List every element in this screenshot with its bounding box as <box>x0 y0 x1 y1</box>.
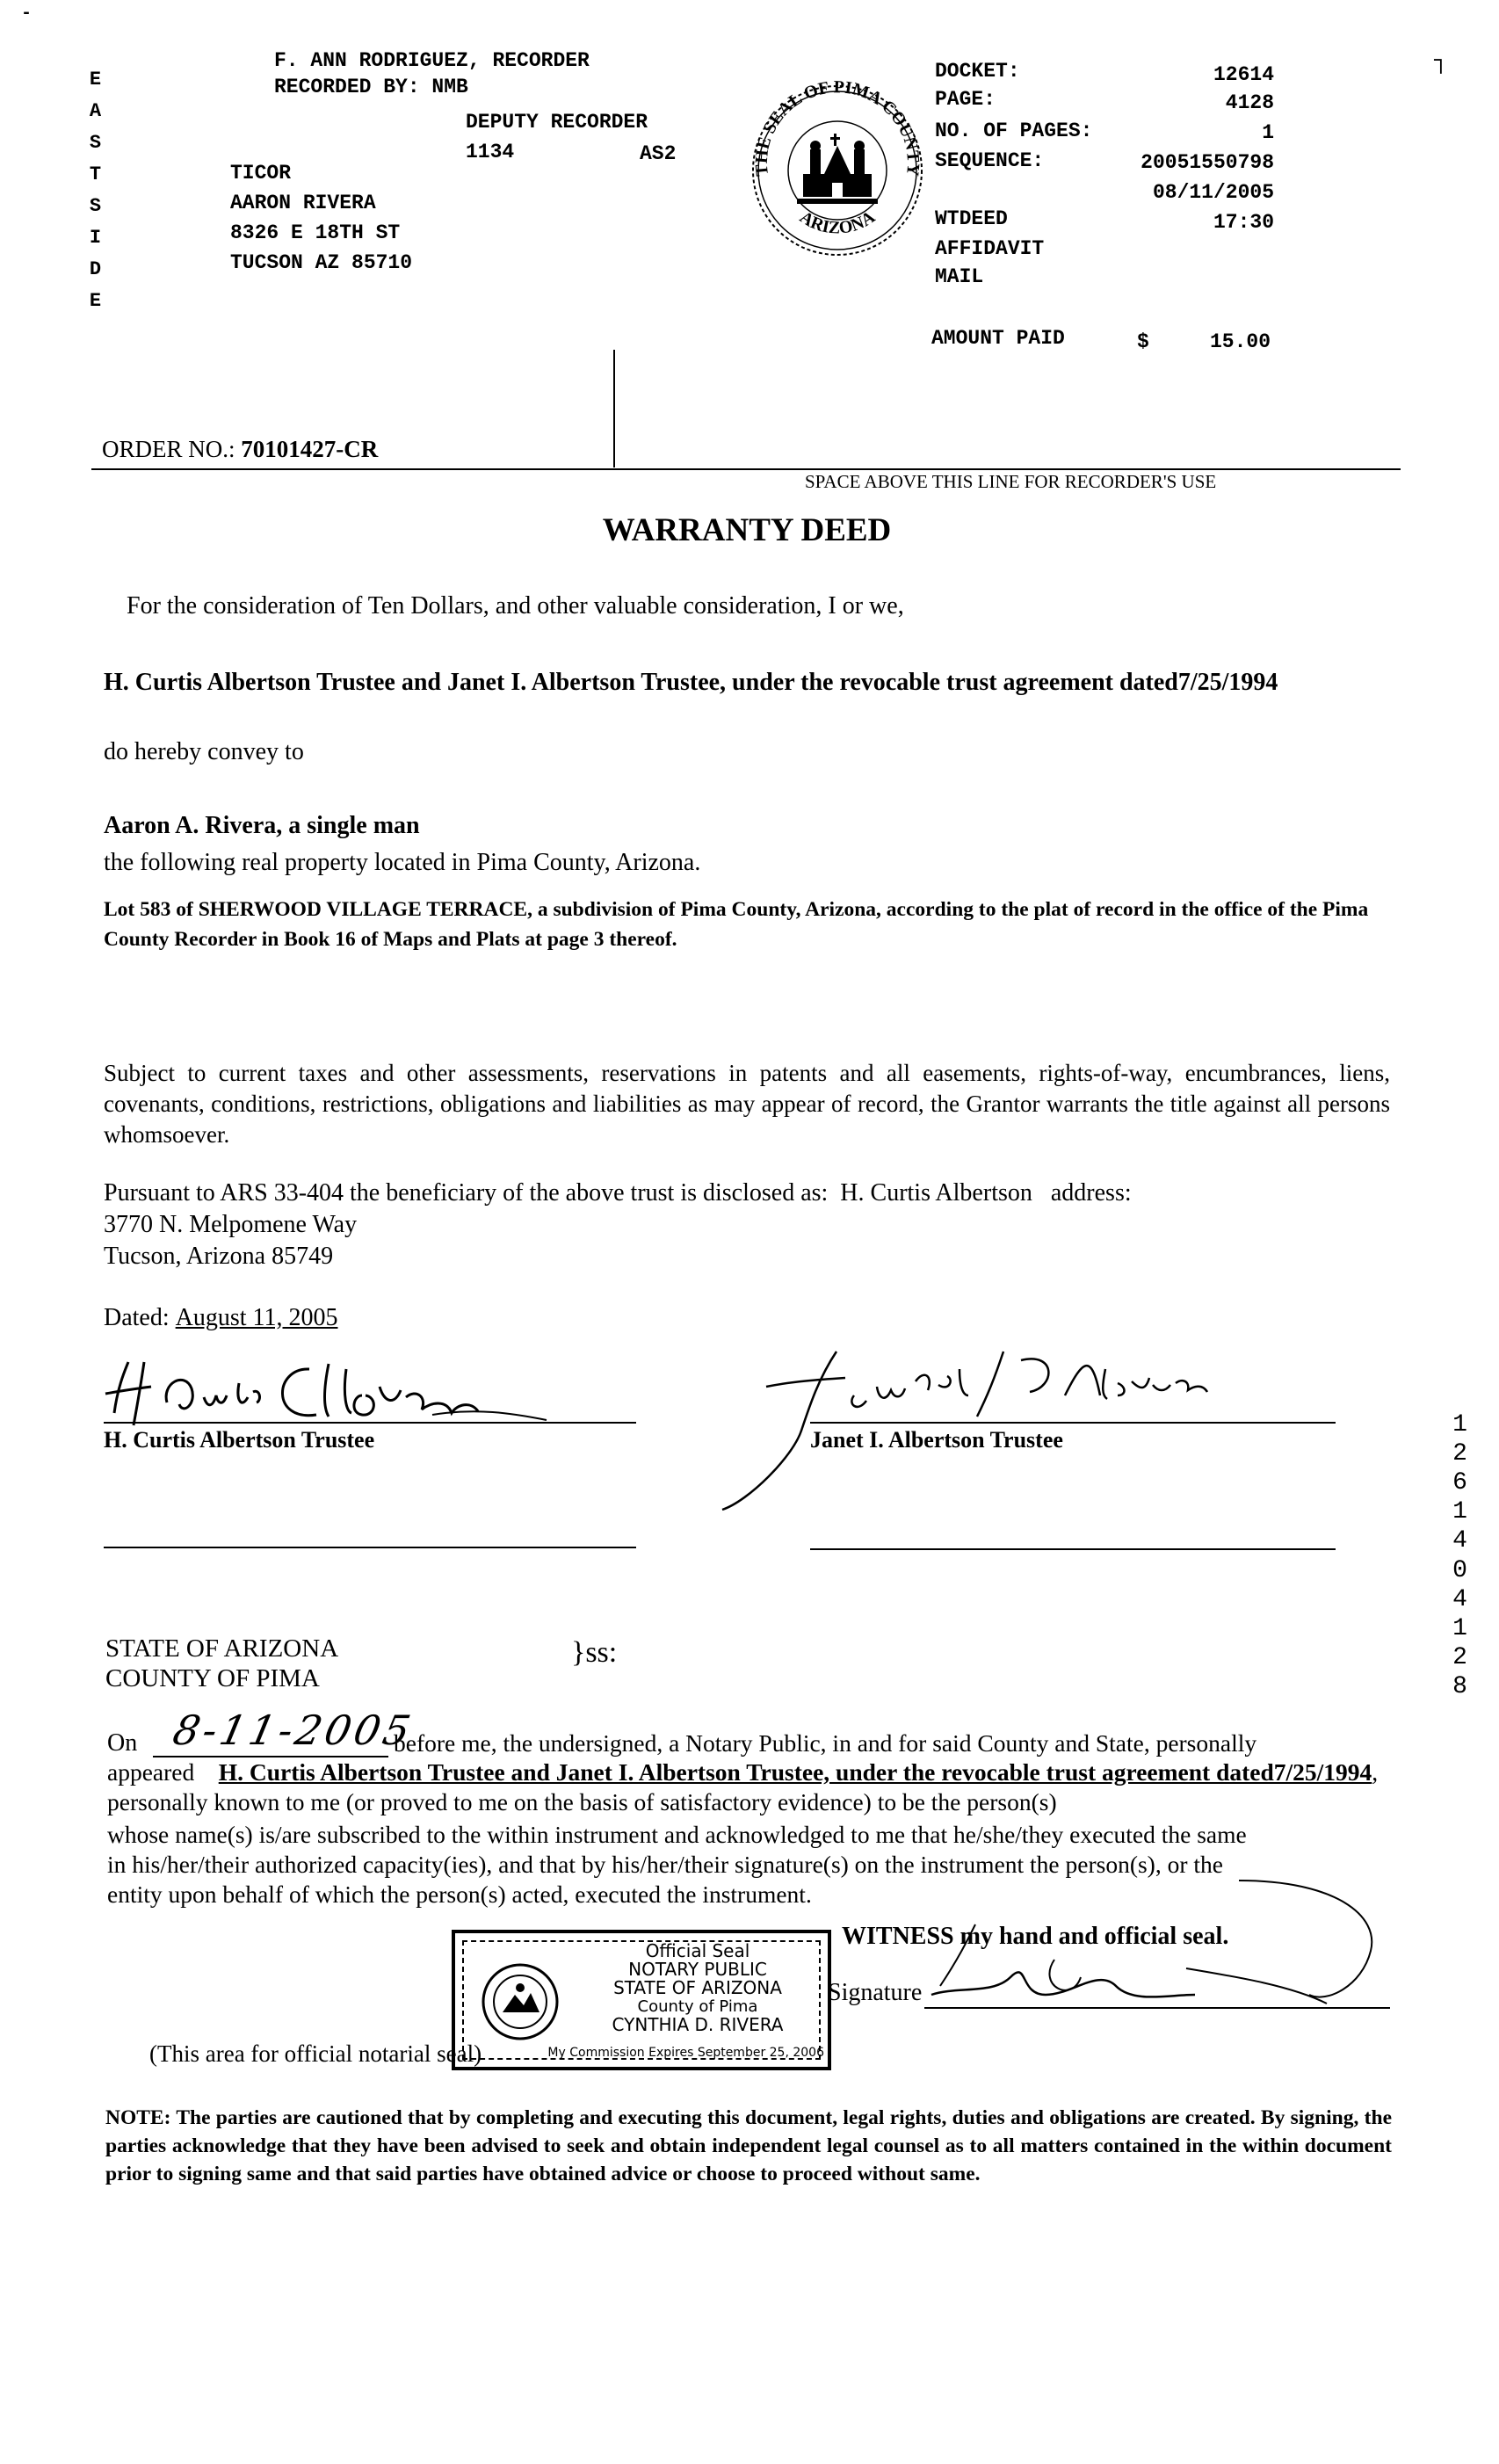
notary-appeared-names: H. Curtis Albertson Trustee and Janet I. Albertson Trustee, under the revocable trust agreement dated7/25/1994 <box>218 1758 1372 1786</box>
note-text: NOTE: The parties are cautioned that by completing and executing this document, legal rights, duties and obligations are created. By signing, the parties acknowledge that they have been advised to seek and obtain independent legal counsel as to all matters contained in the within document prior to signing same and that said parties have obtained advice or choose to proceed without same. <box>105 2106 1392 2185</box>
deputy-recorder: DEPUTY RECORDER <box>466 111 648 134</box>
amount-currency: $ <box>1137 330 1149 353</box>
space-above-note: SPACE ABOVE THIS LINE FOR RECORDER'S USE <box>805 471 1217 492</box>
convey-text: do hereby convey to <box>104 738 304 765</box>
consideration-text: For the consideration of Ten Dollars, and other valuable consideration, I or we, <box>127 592 904 620</box>
docket-value: 12614 <box>1213 63 1274 86</box>
recorder-vertical-divider <box>613 350 615 467</box>
sequence-label: SEQUENCE: <box>935 149 1045 172</box>
signer1-label: H. Curtis Albertson Trustee <box>104 1427 375 1453</box>
corner-tick: ┐ <box>1434 47 1448 74</box>
stamp-county: County of Pima <box>637 1997 758 2016</box>
signer2-label: Janet I. Albertson Trustee <box>810 1427 1063 1453</box>
stamp-notary-public: NOTARY PUBLIC <box>628 1959 767 1980</box>
beneficiary-line: Pursuant to ARS 33-404 the beneficiary of the above trust is disclosed as: H. Curtis Albertson address: <box>104 1179 1132 1207</box>
signature-line-4 <box>810 1548 1336 1550</box>
record-time: 17:30 <box>1213 211 1274 234</box>
notary-before-me: before me, the undersigned, a Notary Public, in and for said County and State, personally <box>394 1729 1257 1757</box>
grantee: Aaron A. Rivera, a single man <box>104 812 420 839</box>
signature-line-2 <box>810 1422 1336 1424</box>
notary-appeared-label: appeared <box>107 1758 195 1786</box>
amount-value: 15.00 <box>1209 330 1271 353</box>
notary-state: STATE OF ARIZONA <box>105 1634 339 1663</box>
dated-label: Dated: <box>104 1304 170 1331</box>
sequence-value: 20051550798 <box>1141 151 1274 174</box>
seal-mission-image <box>797 134 878 204</box>
stamp-official-seal: Official Seal <box>645 1940 750 1961</box>
order-number <box>102 436 378 463</box>
record-date: 08/11/2005 <box>1152 181 1274 204</box>
affidavit: AFFIDAVIT <box>935 237 1045 260</box>
deputy-code: AS2 <box>640 142 677 165</box>
return-street: 8326 E 18TH ST <box>230 221 401 244</box>
notary-personally-known: , personally known to me (or proved to me on the basis of satisfactory evidence) to be the person(s) <box>107 1758 1379 1815</box>
notary-ss: }ss: <box>571 1636 618 1669</box>
order-label: ORDER NO.: <box>102 436 235 462</box>
notary-stamp-text <box>573 1942 822 2034</box>
corner-mark: - <box>21 4 33 24</box>
property-intro: the following real property located in Pima County, Arizona. <box>104 849 701 876</box>
dated-line <box>104 1304 448 1332</box>
notary-line4: in his/her/their authorized capacity(ies), and that by his/her/their signature(s) on the instrument the person(s), or the <box>107 1851 1223 1878</box>
notary-county: COUNTY OF PIMA <box>105 1664 320 1692</box>
return-person: AARON RIVERA <box>230 192 376 214</box>
return-name: TICOR <box>230 162 292 185</box>
page-value: 4128 <box>1225 91 1274 114</box>
notary-stamp <box>452 1930 831 2070</box>
beneficiary-city: Tucson, Arizona 85749 <box>104 1243 334 1270</box>
document-title: WARRANTY DEED <box>602 512 892 548</box>
stamp-state: STATE OF ARIZONA <box>613 1977 782 1998</box>
eastside-vertical-label <box>81 69 110 322</box>
notary-official-area: (This area for official notarial seal) <box>149 2040 482 2067</box>
signature-line-3 <box>104 1547 636 1548</box>
margin-docket-number: 12614 <box>1446 1411 1474 1556</box>
stamp-name: CYNTHIA D. RIVERA <box>612 2014 784 2035</box>
grantors: H. Curtis Albertson Trustee and Janet I. Albertson Trustee, under the revocable trust agreement dated7/25/1994 <box>104 669 1278 696</box>
notary-on-label: On <box>107 1729 138 1757</box>
margin-page-number: 04128 <box>1446 1557 1474 1702</box>
eastside-letters: EASTSIDE <box>84 69 106 322</box>
notary-line5: entity upon behalf of which the person(s) acted, executed the instrument. <box>107 1881 812 1908</box>
doc-type: WTDEED <box>935 207 1008 230</box>
signature-line-1 <box>104 1422 636 1424</box>
seal-top-text: THE SEAL OF PIMA COUNTY <box>751 77 923 178</box>
pima-county-seal <box>749 76 926 260</box>
order-value: 70101427-CR <box>241 436 379 462</box>
recorder-line: F. ANN RODRIGUEZ, RECORDER <box>274 49 590 72</box>
deputy-number: 1134 <box>466 141 515 163</box>
subject-to-text: Subject to current taxes and other assessments, reservations in patents and all easements, rights-of-way, encumbrances, liens, covenants, conditions, restrictions, obligations and liabilities as may appear of record, the Grantor warrants the title against all persons whomsoever. <box>104 1060 1390 1148</box>
legal-description: Lot 583 of SHERWOOD VILLAGE TERRACE, a subdivision of Pima County, Arizona, according to the plat of record in the office of the Pima County Recorder in Book 16 of Maps and Plats at page 3 thereof. <box>104 898 1369 951</box>
notary-appeared-line <box>107 1757 1392 1817</box>
notary-handwritten-date: 8-11-2005 <box>169 1707 418 1754</box>
pages-value: 1 <box>1262 121 1274 144</box>
recorder-use-rule <box>91 468 1401 470</box>
notary-witness: WITNESS my hand and official seal. <box>842 1923 1229 1950</box>
notary-line3: whose name(s) is/are subscribed to the within instrument and acknowledged to me that he/she/they executed the same <box>107 1821 1247 1848</box>
recorded-by: RECORDED BY: NMB <box>274 76 468 98</box>
notary-signature-scribble <box>923 1863 1397 2030</box>
seal-bottom-text: ARIZONA <box>796 207 879 238</box>
page-label: PAGE: <box>935 88 996 111</box>
notary-signature-label: Signature <box>828 1979 923 2006</box>
amount-label: AMOUNT PAID <box>931 327 1065 350</box>
notary-stamp-state-seal <box>480 1961 561 2042</box>
pages-label: NO. OF PAGES: <box>935 120 1093 142</box>
stamp-expires: My Commission Expires September 25, 2006 <box>547 2046 824 2060</box>
mail: MAIL <box>935 265 984 288</box>
beneficiary-street: 3770 N. Melpomene Way <box>104 1211 358 1238</box>
dated-value: August 11, 2005 <box>175 1304 338 1331</box>
docket-label: DOCKET: <box>935 60 1020 83</box>
return-city: TUCSON AZ 85710 <box>230 251 413 274</box>
